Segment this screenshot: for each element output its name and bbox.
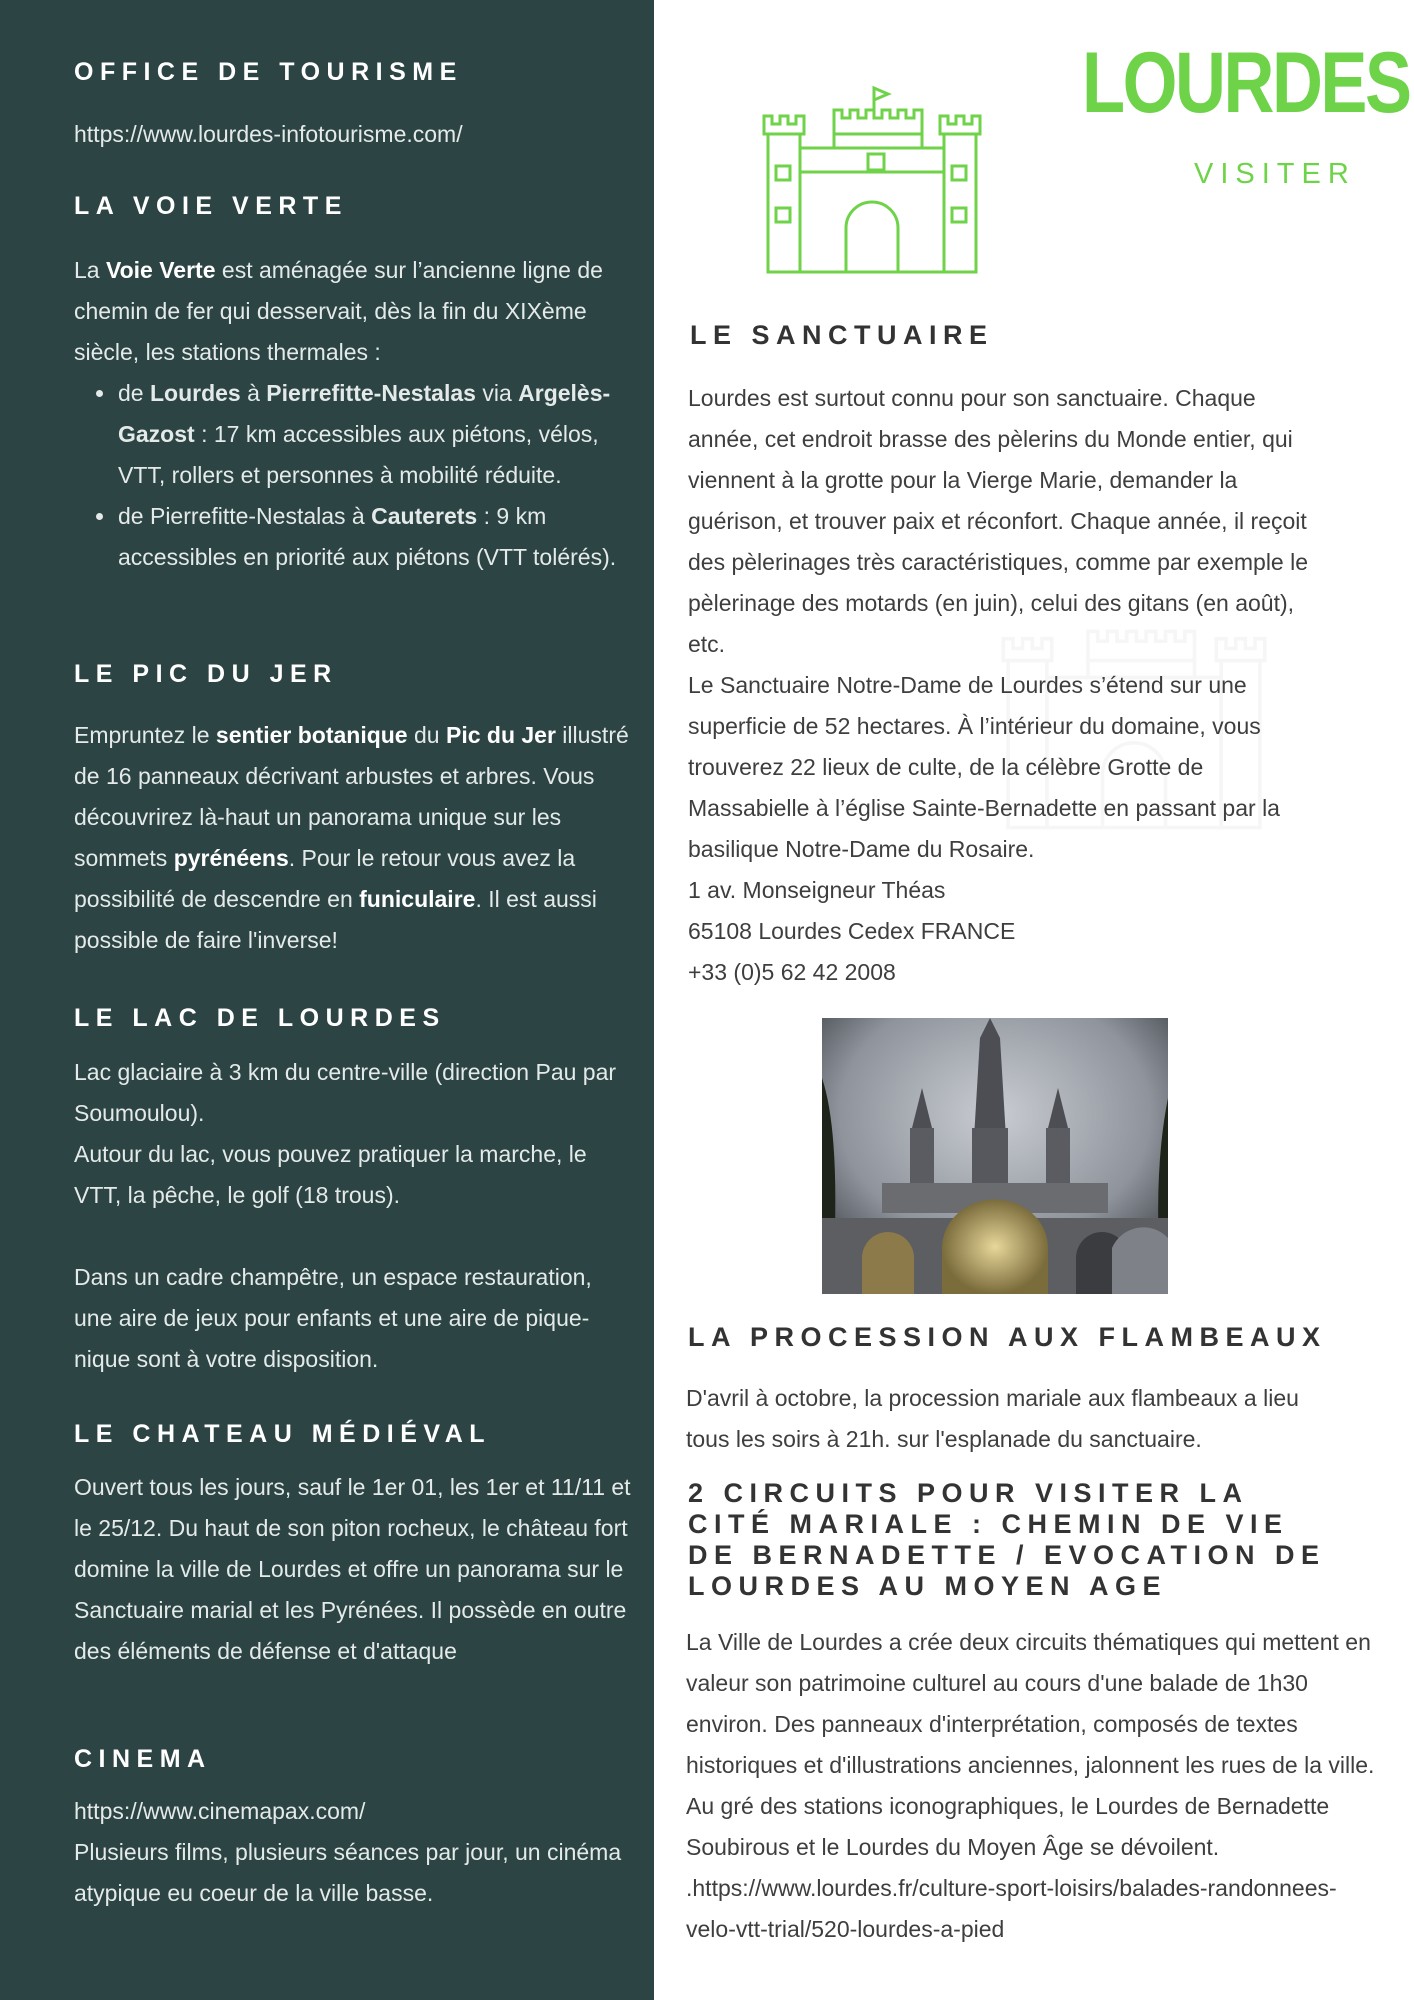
bold-text: Lourdes	[149, 380, 241, 406]
sanctuaire-heading: LE SANCTUAIRE	[690, 320, 994, 350]
cinema-heading: CINEMA	[74, 1745, 212, 1773]
sanctuaire-paragraph-2: Le Sanctuaire Notre-Dame de Lourdes s’étend sur une superficie de 52 hectares. À l’intérieur du domaine, vous trouverez 22 lieux de culte, de la célèbre Grotte de Massabielle à l’église Sainte-Bernadette en passant par la basilique Notre-Dame du Rosaire.	[688, 672, 1280, 862]
sanctuaire-address-1: 1 av. Monseigneur Théas	[688, 877, 946, 903]
text: . Pour le retour vous avez la possibilité de descendre en	[74, 845, 576, 912]
text: illustré de 16 panneaux décrivant arbustes et arbres. Vous découvrirez là-haut un panorama unique sur les sommets	[74, 722, 629, 871]
sanctuaire-paragraph-1: Lourdes est surtout connu pour son sanctuaire. Chaque année, cet endroit brasse des pèlerins du Monde entier, qui viennent à la grotte pour la Vierge Marie, demander la guérison, et trouver paix et réconfort. Chaque année, il reçoit des pèlerinages très caractéristiques, comme par exemple le pèlerinage des motards (en juin), celui des gitans (en août), etc.	[688, 385, 1309, 657]
bold-text: sentier botanique	[215, 722, 408, 748]
voie-verte-intro	[74, 250, 634, 373]
voie-verte-heading: LA VOIE VERTE	[74, 192, 348, 220]
cinema-text	[74, 1791, 634, 1914]
text: : 9 km accessibles en priorité aux piétons (VTT tolérés).	[118, 503, 617, 570]
lac-text	[74, 1052, 634, 1380]
text: de Pierrefitte-Nestalas à	[118, 503, 372, 529]
bold-text: funiculaire	[359, 886, 476, 912]
cinema-url[interactable]: https://www.cinemapax.com/	[74, 1798, 366, 1824]
chateau-heading: LE CHATEAU MÉDIÉVAL	[74, 1420, 492, 1448]
sanctuaire-text	[688, 378, 1328, 993]
chateau-text: Ouvert tous les jours, sauf le 1er 01, les 1er et 11/11 et le 25/12. Du haut de son piton rocheux, le château fort domine la ville de Lourdes et offre un panorama sur le Sanctuaire marial et les Pyrénées. Il possède en outre des éléments de défense et d'attaque	[74, 1474, 631, 1664]
voie-verte-list	[74, 373, 634, 578]
cinema-description: Plusieurs films, plusieurs séances par jour, un cinéma atypique eu coeur de la ville basse.	[74, 1839, 622, 1906]
procession-text: D'avril à octobre, la procession mariale aux flambeaux a lieu tous les soirs à 21h. sur l'esplanade du sanctuaire.	[686, 1385, 1299, 1452]
pic-du-jer-text	[74, 715, 634, 961]
basilica-photo	[822, 1018, 1168, 1294]
main-column	[654, 0, 1414, 2000]
bold-text: Voie Verte	[105, 257, 216, 283]
text: via	[475, 380, 519, 406]
text: de	[118, 380, 150, 406]
circuits-text	[686, 1622, 1386, 1950]
lac-line-1: Lac glaciaire à 3 km du centre-ville (direction Pau par Soumoulou).	[74, 1059, 617, 1126]
tourism-office-heading: OFFICE DE TOURISME	[74, 58, 463, 86]
bold-text: pyrénéens	[173, 845, 289, 871]
pic-du-jer-heading: LE PIC DU JER	[74, 660, 338, 688]
page-subtitle: VISITER	[1194, 158, 1356, 190]
list-item	[118, 373, 634, 496]
bold-text: Cauterets	[371, 503, 478, 529]
text: Empruntez le	[74, 722, 216, 748]
text: : 17 km accessibles aux piétons, vélos, VTT, rollers et personnes à mobilité réduite.	[118, 421, 599, 488]
text: . Il est aussi possible de faire l'inverse!	[74, 886, 597, 953]
procession-heading: LA PROCESSION AUX FLAMBEAUX	[688, 1322, 1327, 1352]
text: La	[74, 257, 106, 283]
sidebar	[0, 0, 654, 2000]
circuits-paragraph: La Ville de Lourdes a crée deux circuits thématiques qui mettent en valeur son patrimoine culturel au cours d'une balade de 1h30 environ. Des panneaux d'interprétation, composés de textes historiques et d'illustrations anciennes, jalonnent les rues de la ville. Au gré des stations iconographiques, le Lourdes de Bernadette Soubirous et le Lourdes du Moyen Âge se dévoilent.	[686, 1629, 1375, 1860]
circuits-heading: 2 CIRCUITS POUR VISITER LA CITÉ MARIALE : CHEMIN DE VIE DE BERNADETTE / EVOCATION DE LOURDES AU MOYEN AGE	[688, 1478, 1326, 1601]
text: est aménagée sur l’ancienne ligne de chemin de fer qui desservait, dès la fin du XIXème siècle, les stations thermales :	[74, 257, 603, 365]
castle-icon	[762, 84, 982, 274]
list-item	[118, 496, 634, 578]
tourism-office-url[interactable]: https://www.lourdes-infotourisme.com/	[74, 121, 463, 147]
lac-line-2: Autour du lac, vous pouvez pratiquer la marche, le VTT, la pêche, le golf (18 trous).	[74, 1141, 587, 1208]
text: du	[407, 722, 446, 748]
bold-text: Argelès-Gazost	[118, 380, 611, 447]
sanctuaire-phone: +33 (0)5 62 42 2008	[688, 959, 896, 985]
lac-line-3: Dans un cadre champêtre, un espace restauration, une aire de jeux pour enfants et une aire de pique-nique sont à votre disposition.	[74, 1264, 592, 1372]
bold-text: Pic du Jer	[445, 722, 556, 748]
sanctuaire-address-2: 65108 Lourdes Cedex FRANCE	[688, 918, 1016, 944]
text: à	[240, 380, 267, 406]
circuits-url[interactable]: .https://www.lourdes.fr/culture-sport-loisirs/balades-randonnees-velo-vtt-trial/520-lourdes-a-pied	[686, 1875, 1337, 1942]
lac-heading: LE LAC DE LOURDES	[74, 1004, 446, 1032]
bold-text: Pierrefitte-Nestalas	[266, 380, 476, 406]
page-title: LOURDES	[1082, 35, 1410, 131]
